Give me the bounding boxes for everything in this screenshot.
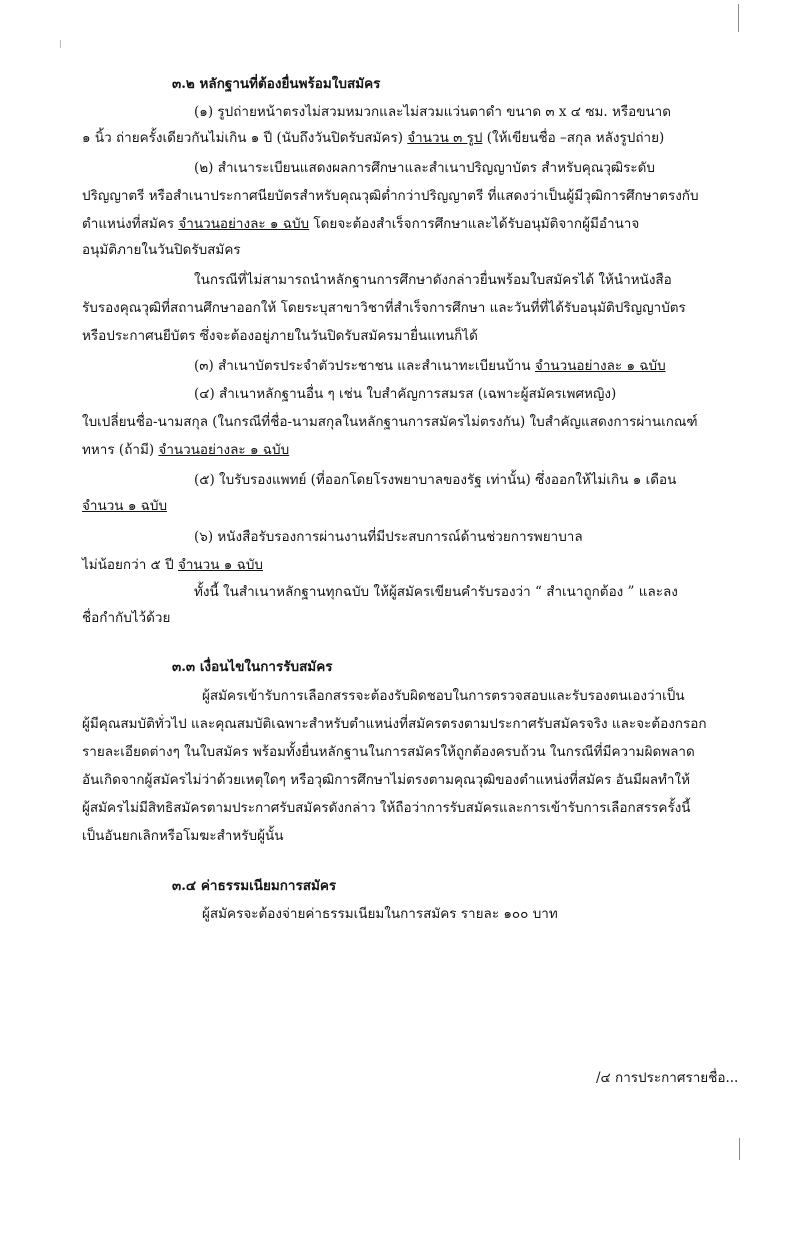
- fee-line: ผู้สมัครจะต้องจ่ายค่าธรรมเนียมในการสมัคร รายละ ๑๐๐ บาท: [202, 906, 558, 922]
- item-2-quantity: จำนวนอย่างละ ๑ ฉบับ: [178, 216, 310, 232]
- scan-mark: [738, 4, 739, 32]
- item-2-line-2: ปริญญาตรี หรือสำเนาประกาศนียบัตรสำหรับคุณวุฒิต่ำกว่าปริญญาตรี ที่แสดงว่าเป็นผู้มีวุฒิการศึกษาตรงกับ: [82, 188, 699, 204]
- continuation-footer: /๔ การประกาศรายชื่อ...: [596, 1070, 739, 1086]
- item-2-line-3-tail: โดยจะต้องสำเร็จการศึกษาและได้รับอนุมัติจากผู้มีอำนาจ: [309, 216, 640, 232]
- closing-line-2: ชื่อกำกับไว้ด้วย: [82, 610, 171, 626]
- scan-mark: [60, 40, 61, 48]
- item-3-text: (๓) สำเนาบัตรประจำตัวประชาชน และสำเนาทะเบียนบ้าน: [194, 358, 535, 374]
- item-4-line-3: [82, 440, 289, 460]
- item-4-quantity: จำนวนอย่างละ ๑ ฉบับ: [158, 442, 290, 458]
- conditions-line-5: ผู้สมัครไม่มีสิทธิสมัครตามประกาศรับสมัครดังกล่าว ให้ถือว่าการรับสมัครและการเข้ารับการเลือกสรรครั้งนี้: [82, 800, 691, 816]
- item-2-line-4: อนุมัติภายในวันปิดรับสมัคร: [82, 242, 241, 258]
- section-heading-3-3: ๓.๓ เงื่อนไขในการรับสมัคร: [172, 659, 333, 675]
- conditions-line-6: เป็นอันยกเลิกหรือโมฆะสำหรับผู้นั้น: [82, 828, 284, 844]
- item-1-quantity: จำนวน ๓ รูป: [407, 130, 483, 146]
- note-line-3: หรือประกาศนยีบัตร ซึ่งจะต้องอยู่ภายในวันปิดรับสมัครมายื่นแทนก็ได้: [82, 328, 478, 344]
- item-4-line-3-text: ทหาร (ถ้ามี): [82, 442, 159, 458]
- closing-line-1: ทั้งนี้ ในสำเนาหลักฐานทุกฉบับ ให้ผู้สมัครเขียนคำรับรองว่า “ สำเนาถูกต้อง ” และลง: [194, 584, 678, 600]
- scan-mark: [739, 1138, 740, 1160]
- note-line-1: ในกรณีที่ไม่สามารถนำหลักฐานการศึกษาดังกล่าวยื่นพร้อมใบสมัครได้ ให้นำหนังสือ: [194, 272, 672, 288]
- item-2-line-3-text: ตำแหน่งที่สมัคร: [82, 216, 179, 232]
- item-6-line-2-text: ไม่น้อยกว่า ๕ ปี: [82, 557, 178, 573]
- item-5-quantity: จำนวน ๑ ฉบับ: [82, 498, 168, 514]
- item-1-line-1: (๑) รูปถ่ายหน้าตรงไม่สวมหมวกและไม่สวมแว่นตาดำ ขนาด ๓ x ๔ ซม. หรือขนาด: [194, 104, 672, 120]
- conditions-line-4: อันเกิดจากผู้สมัครไม่ว่าด้วยเหตุใดๆ หรือวุฒิการศึกษาไม่ตรงตามคุณวุฒิของตำแหน่งที่สมัคร อันมีผลทำให้: [82, 772, 691, 788]
- conditions-line-3: รายละเอียดต่างๆ ในใบสมัคร พร้อมทั้งยื่นหลักฐานในการสมัครให้ถูกต้องครบถ้วน ในกรณีที่มีความผิดพลาด: [82, 744, 695, 760]
- item-4-line-1: (๔) สำเนาหลักฐานอื่น ๆ เช่น ใบสำคัญการสมรส (เฉพาะผู้สมัครเพศหญิง): [194, 386, 617, 402]
- item-1-line-2-text: ๑ นิ้ว ถ่ายครั้งเดียวกันไม่เกิน ๑ ปี (นับถึงวันปิดรับสมัคร): [82, 130, 408, 146]
- item-1-line-2-tail: (ให้เขียนชื่อ –สกุล หลังรูปถ่าย): [482, 130, 665, 146]
- conditions-line-2: ผู้มีคุณสมบัติทั่วไป และคุณสมบัติเฉพาะสำหรับตำแหน่งที่สมัครตรงตามประกาศรับสมัครจริง และจะต้องกรอก: [82, 716, 707, 732]
- item-2-line-1: (๒) สำเนาระเบียนแสดงผลการศึกษาและสำเนาปริญญาบัตร สำหรับคุณวุฒิระดับ: [194, 160, 655, 176]
- note-line-2: รับรองคุณวุฒิที่สถานศึกษาออกให้ โดยระบุสาขาวิชาที่สำเร็จการศึกษา และวันที่ที่ได้รับอนุมัติปริญญาบัตร: [82, 300, 686, 316]
- item-5-line-1: (๕) ใบรับรองแพทย์ (ที่ออกโดยโรงพยาบาลของรัฐ เท่านั้น) ซึ่งออกให้ไม่เกิน ๑ เดือน: [194, 472, 677, 488]
- item-1-line-2: [82, 128, 664, 148]
- item-3-line: [194, 356, 666, 376]
- section-heading-3-2: ๓.๒ หลักฐานที่ต้องยื่นพร้อมใบสมัคร: [172, 76, 381, 92]
- item-2-line-3: [82, 214, 639, 234]
- item-4-line-2: ใบเปลี่ยนชื่อ-นามสกุล (ในกรณีที่ชื่อ-นามสกุลในหลักฐานการสมัครไม่ตรงกัน) ใบสำคัญแสดงการผ่านเกณฑ์: [82, 414, 698, 430]
- section-heading-3-4: ๓.๔ ค่าธรรมเนียมการสมัคร: [172, 878, 337, 894]
- conditions-line-1: ผู้สมัครเข้ารับการเลือกสรรจะต้องรับผิดชอบในการตรวจสอบและรับรองตนเองว่าเป็น: [202, 688, 685, 704]
- item-3-quantity: จำนวนอย่างละ ๑ ฉบับ: [534, 358, 666, 374]
- item-6-line-1: (๖) หนังสือรับรองการผ่านงานที่มีประสบการณ์ด้านช่วยการพยาบาล: [194, 529, 583, 545]
- item-6-line-2: [82, 555, 263, 575]
- item-6-quantity: จำนวน ๑ ฉบับ: [177, 557, 263, 573]
